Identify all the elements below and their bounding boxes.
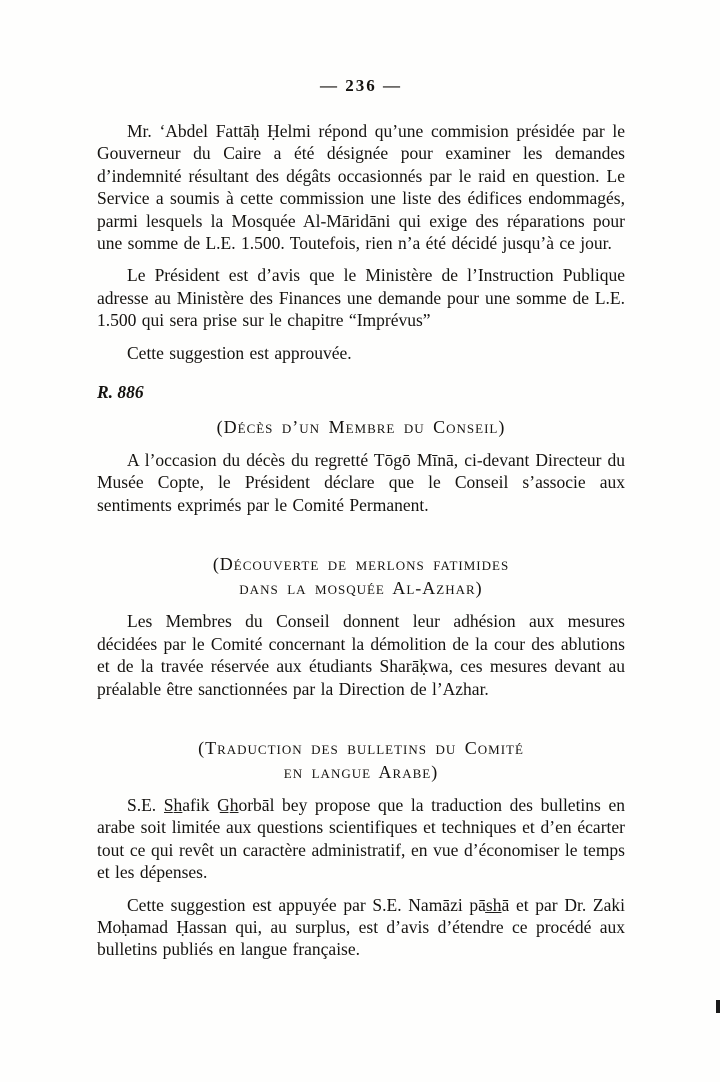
resolution-number: R. 886 [97,382,144,403]
scan-edge-artifact [716,1000,720,1013]
heading-decouverte-line-2: dans la mosquée Al-Azhar) [239,578,483,599]
heading-traduction-line-2: en langue Arabe) [283,761,439,782]
heading-decouverte-line-1: (Découverte de merlons fatimides [212,554,510,575]
paragraph-suggestion-approved: Cette suggestion est approuvée. [127,342,352,363]
paragraph-deces-togo-mina: A l’occasion du décès du regretté Tōgō Mīnā, ci-devant Directeur du Musée Copte, le Président déclare que le Conseil s’associe aux sentiments exprimés par le Comité Permanent. [97,450,625,515]
section-heading-traduction-bulletins [97,736,625,784]
paragraph-merlons-adhesion: Les Membres du Conseil donnent leur adhésion aux mesures décidées par le Comité concernant la démolition de la cour des ablutions et de la travée réservée aux étudiants Sharāḳwa, ces mesures devant au préalable être sanctionnées par la Direction de l’Azhar. [97,611,625,699]
paragraph-president-opinion: Le Président est d’avis que le Ministère de l’Instruction Publique adresse au Ministère des Finances une demande pour une somme de L.E. 1.500 qui sera prise sur le chapitre “Imprévus” [97,265,625,331]
heading-traduction-line-1: (Traduction des bulletins du Comité [198,737,524,758]
paragraph-traduction-support: Cette suggestion est appuyée par S.E. Namāzi pās̲h̲ā et par Dr. Zaki Moḥamad Ḥassan qui, au surplus, est d’avis d’étendre ce procédé aux bulletins publiés en langue française. [97,894,625,960]
page-number: — 236 — [320,76,402,95]
section-heading-deces-membre: (Décès d’un Membre du Conseil) [216,417,506,438]
paragraph-traduction-proposal: S.E. S̲h̲afik G̲h̲orbāl bey propose que la traduction des bulletins en arabe soit limitée aux questions scientifiques et techniques et d’en écarter tout ce qui revêt un caractère administratif, en vue d’économiser le temps et les dépenses. [97,794,625,883]
section-heading-decouverte-merlons [97,552,625,600]
paragraph-commission-reply: Mr. ‘Abdel Fattāḥ Ḥelmi répond qu’une commision présidée par le Gouverneur du Caire a été désignée pour examiner les demandes d’indemnité résultant des dégâts occasionnés par le raid en question. Le Service a soumis à cette commission une liste des édifices endommagés, parmi lesquels la Mosquée Al-Māridāni qui exige des réparations pour une somme de L.E. 1.500. Toutefois, rien n’a été décidé jusqu’à ce jour. [97,121,625,254]
